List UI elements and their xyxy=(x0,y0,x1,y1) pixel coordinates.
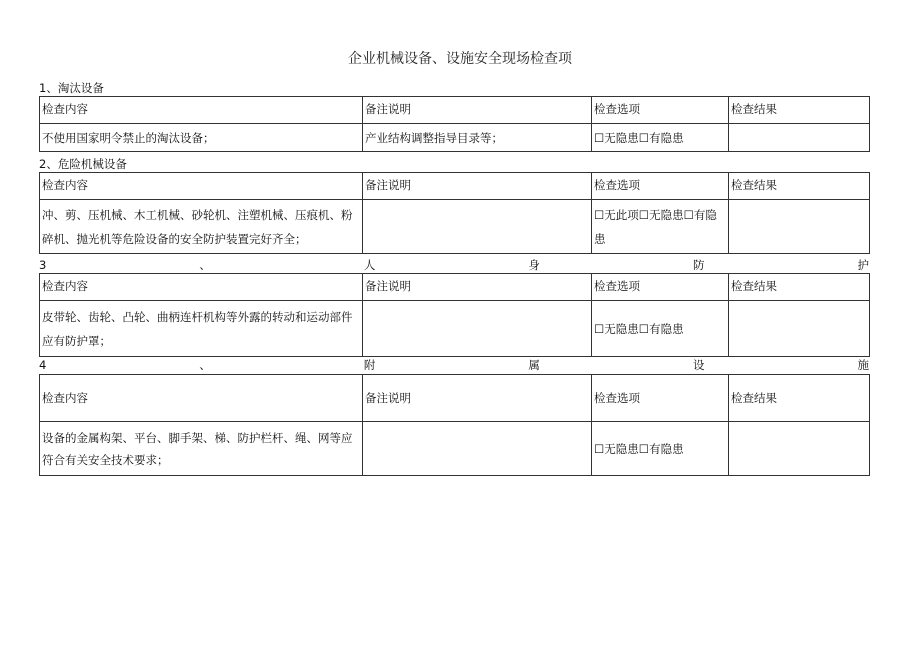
header-note: 备注说明 xyxy=(363,173,592,200)
header-note: 备注说明 xyxy=(363,274,592,301)
header-option: 检查选项 xyxy=(592,173,729,200)
section-3-result[interactable] xyxy=(729,301,870,357)
section-2-result[interactable] xyxy=(729,200,870,254)
heading-char: 、 xyxy=(199,358,211,372)
heading-char: 人 xyxy=(363,258,376,272)
section-2-option[interactable]: ☐无此项☐无隐患☐有隐患 xyxy=(592,200,729,254)
section-3-option[interactable]: ☐无隐患☐有隐患 xyxy=(592,301,729,357)
header-result: 检查结果 xyxy=(729,375,870,422)
section-4-option[interactable]: ☐无隐患☐有隐患 xyxy=(592,422,729,476)
section-1-option[interactable]: ☐无隐患☐有隐患 xyxy=(592,124,729,152)
heading-char: 防 xyxy=(692,258,705,272)
header-option: 检查选项 xyxy=(592,97,729,124)
section-3-content: 皮带轮、齿轮、凸轮、曲柄连杆机构等外露的转动和运动部件应有防护罩； xyxy=(40,301,363,357)
section-4-table xyxy=(39,374,870,476)
section-4-note xyxy=(363,422,592,476)
section-1-note: 产业结构调整指导目录等； xyxy=(363,124,592,152)
header-result: 检查结果 xyxy=(729,274,870,301)
header-content: 检查内容 xyxy=(40,274,363,301)
section-3-table xyxy=(39,273,870,357)
header-note: 备注说明 xyxy=(363,97,592,124)
section-4-heading xyxy=(39,358,869,372)
section-2-note xyxy=(363,200,592,254)
heading-char: 身 xyxy=(528,258,540,272)
page-title: 企业机械设备、设施安全现场检查项 xyxy=(348,51,572,67)
heading-char: 护 xyxy=(857,258,869,272)
header-content: 检查内容 xyxy=(40,97,363,124)
header-option: 检查选项 xyxy=(592,274,729,301)
heading-char: 附 xyxy=(363,358,376,372)
header-content: 检查内容 xyxy=(40,173,363,200)
heading-char: 属 xyxy=(528,358,540,372)
header-content: 检查内容 xyxy=(40,375,363,422)
heading-char: 施 xyxy=(857,358,869,372)
heading-char: 4 xyxy=(39,358,47,372)
header-result: 检查结果 xyxy=(729,173,870,200)
header-note: 备注说明 xyxy=(363,375,592,422)
section-2-table xyxy=(39,172,870,254)
section-4-content: 设备的金属构架、平台、脚手架、梯、防护栏杆、绳、网等应符合有关安全技术要求； xyxy=(40,422,363,476)
section-1-content: 不使用国家明令禁止的淘汰设备； xyxy=(40,124,363,152)
heading-char: 、 xyxy=(199,258,211,272)
header-result: 检查结果 xyxy=(729,97,870,124)
section-2-heading: 2、危险机械设备 xyxy=(39,157,127,171)
heading-char: 设 xyxy=(692,358,705,372)
header-option: 检查选项 xyxy=(592,375,729,422)
section-2-content: 冲、剪、压机械、木工机械、砂轮机、注塑机械、压痕机、粉碎机、抛光机等危险设备的安全防护装置完好齐全； xyxy=(40,200,363,254)
heading-char: 3 xyxy=(39,258,47,272)
section-1-table xyxy=(39,96,870,152)
section-1-result[interactable] xyxy=(729,124,870,152)
section-3-note xyxy=(363,301,592,357)
section-1-heading: 1、淘汰设备 xyxy=(39,81,104,95)
section-4-result[interactable] xyxy=(729,422,870,476)
section-3-heading xyxy=(39,258,869,272)
